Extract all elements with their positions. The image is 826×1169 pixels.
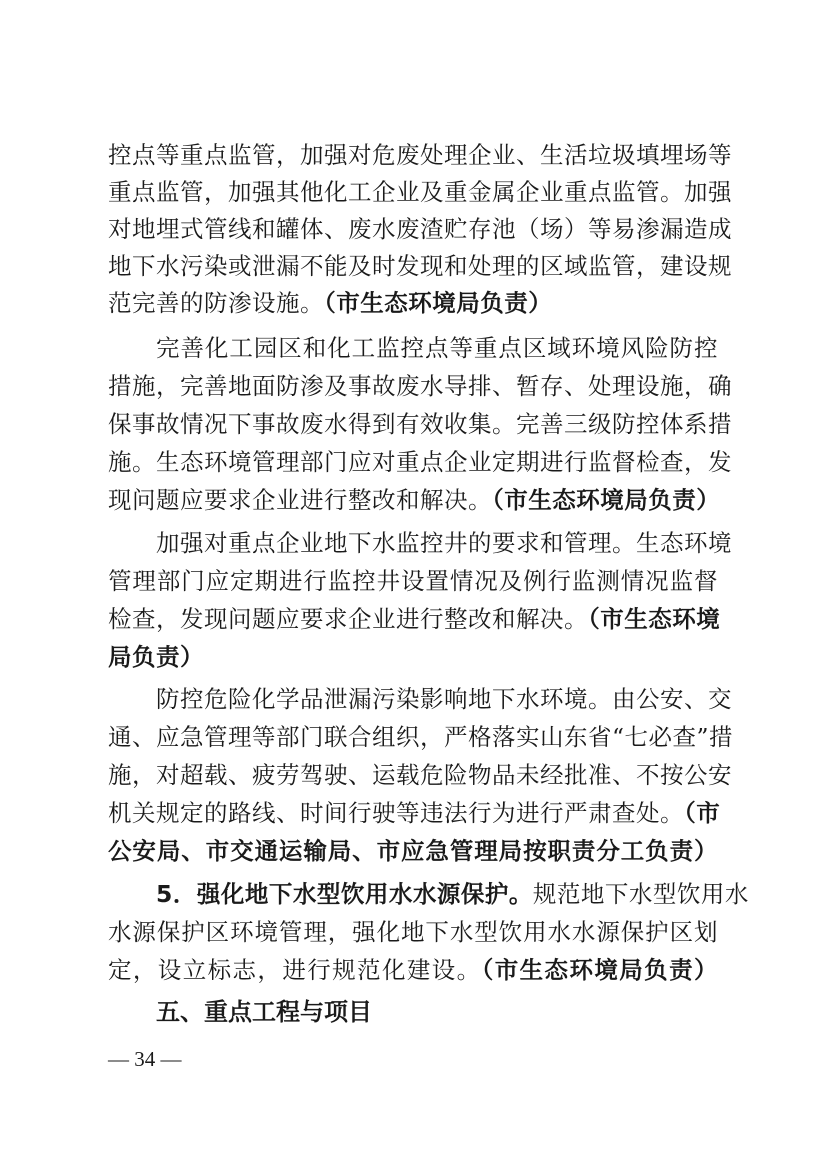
paragraph-line: 现问题应要求企业进行整改和解决。（市生态环境局负责） xyxy=(108,486,721,514)
paragraph-line: 定，设立标志，进行规范化建设。（市生态环境局负责） xyxy=(108,956,718,984)
responsibility-note: 局负责） xyxy=(108,643,204,671)
paragraph-line: 防控危险化学品泄漏污染影响地下水环境。由公安、交 xyxy=(156,685,732,713)
page-number: — 34 — xyxy=(108,1047,182,1071)
paragraph-line: 地下水污染或泄漏不能及时发现和处理的区域监管，建设规 xyxy=(108,252,732,280)
paragraph-line: 保事故情况下事故废水得到有效收集。完善三级防控体系措 xyxy=(108,410,732,438)
paragraph-line: 水源保护区环境管理，强化地下水型饮用水水源保护区划 xyxy=(108,918,718,946)
paragraph-line: 重点监管，加强其他化工企业及重金属企业重点监管。加强 xyxy=(108,178,732,206)
paragraph-line: 管理部门应定期进行监控井设置情况及例行监测情况监督 xyxy=(108,567,718,595)
subsection-title: 5．强化地下水型饮用水水源保护。 xyxy=(156,880,533,908)
paragraph-line: 控点等重点监管，加强对危废处理企业、生活垃圾填埋场等 xyxy=(108,141,732,169)
paragraph-line: 施，对超载、疲劳驾驶、运载危险物品未经批准、不按公安 xyxy=(108,761,732,789)
responsibility-note: （市生态环境 xyxy=(588,605,721,633)
paragraph-line: 检查，发现问题应要求企业进行整改和解决。（市生态环境 xyxy=(108,605,721,633)
paragraph-line: 通、应急管理等部门联合组织，严格落实山东省“七必查”措 xyxy=(108,723,734,751)
responsibility-note: （市生态环境局负责） xyxy=(324,289,553,317)
responsibility-note: （市 xyxy=(684,799,721,827)
paragraph-line xyxy=(108,831,718,871)
paragraph-line: 机关规定的路线、时间行驶等违法行为进行严肃查处。（市 xyxy=(108,799,721,827)
section-heading: 五、重点工程与项目 xyxy=(156,998,372,1026)
paragraph-line: 施。生态环境管理部门应对重点企业定期进行监督检查，发 xyxy=(108,448,732,476)
paragraph-line: 对地埋式管线和罐体、废水废渣贮存池（场）等易渗漏造成 xyxy=(108,215,732,243)
responsibility-note: （市生态环境局负责） xyxy=(481,956,718,984)
paragraph-line: 范完善的防渗设施。（市生态环境局负责） xyxy=(108,289,553,317)
paragraph-line: 完善化工园区和化工监控点等重点区域环境风险防控 xyxy=(156,334,718,362)
paragraph-line: 5．强化地下水型饮用水水源保护。规范地下水型饮用水 xyxy=(156,880,749,908)
paragraph-line xyxy=(108,637,718,677)
responsibility-note: （市生态环境局负责） xyxy=(492,486,721,514)
paragraph-line: 加强对重点企业地下水监控井的要求和管理。生态环境 xyxy=(156,529,732,557)
responsibility-note: 公安局、市交通运输局、市应急管理局按职责分工负责） xyxy=(108,837,718,865)
paragraph-line: 措施，完善地面防渗及事故废水导排、暂存、处理设施，确 xyxy=(108,372,732,400)
